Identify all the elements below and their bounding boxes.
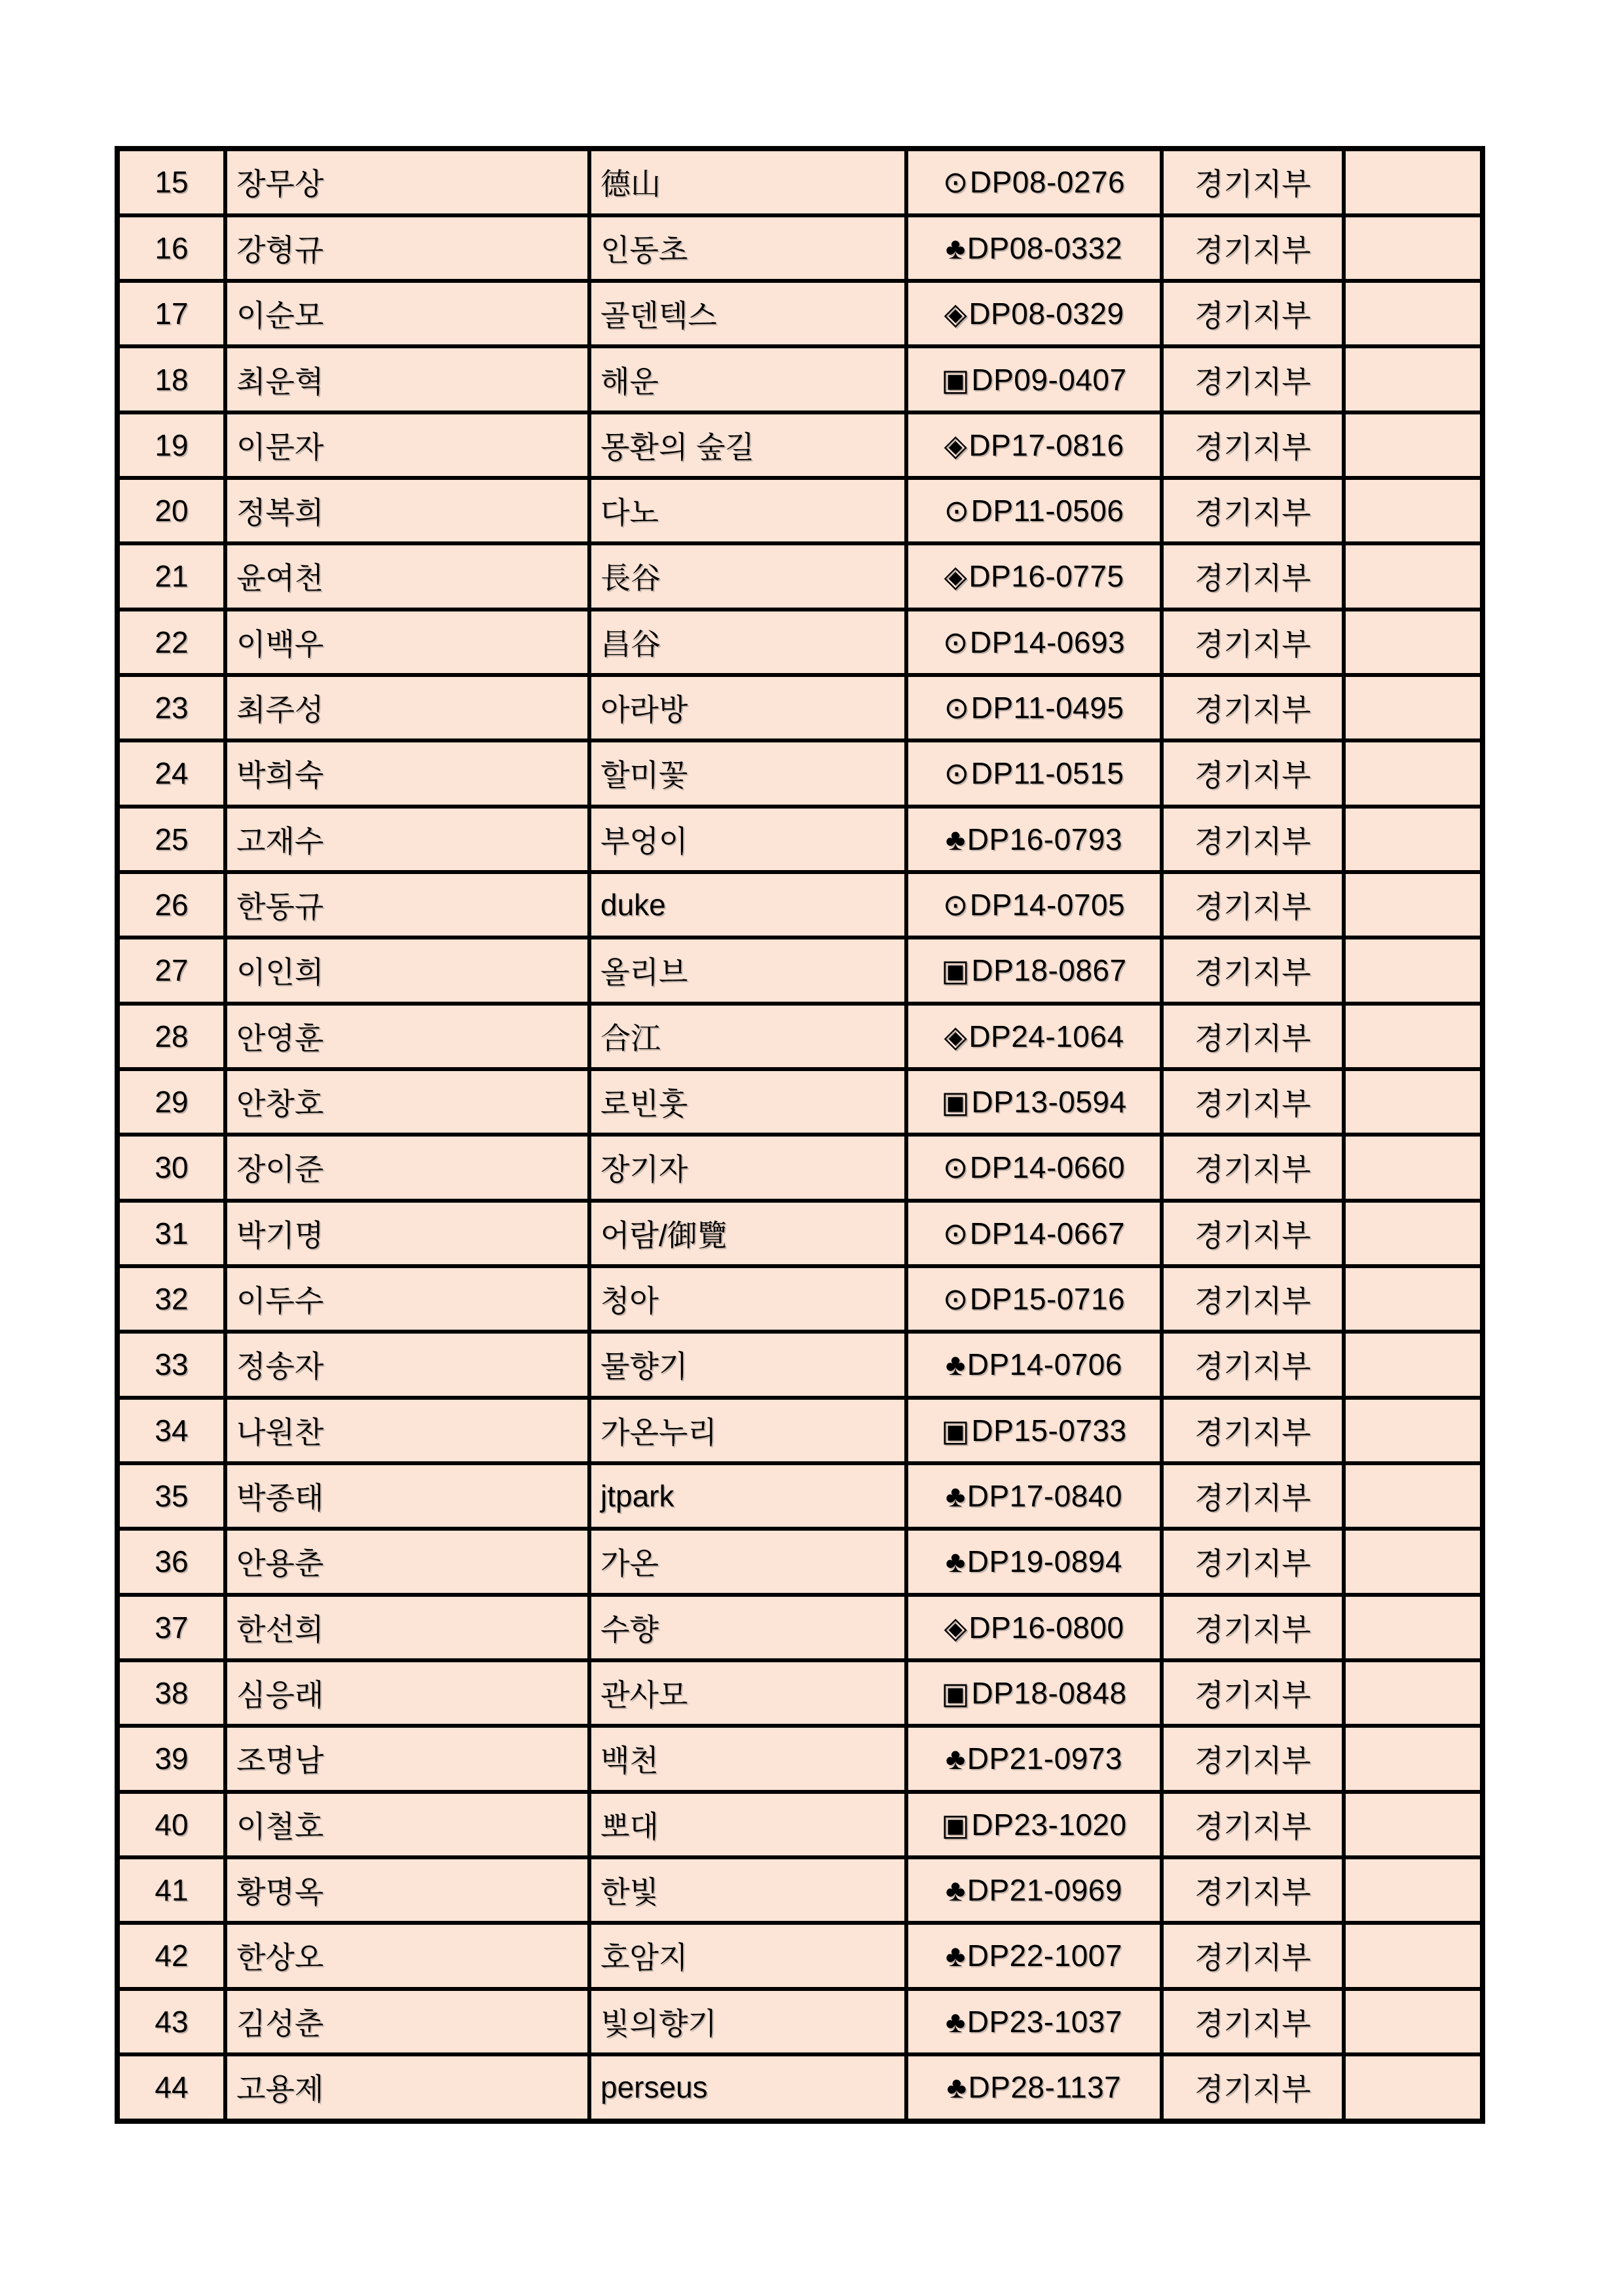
branch-cell: 경기지부 bbox=[1162, 1923, 1344, 1988]
member-name-cell: 심응래 bbox=[225, 1660, 589, 1726]
row-number-cell: 21 bbox=[117, 543, 225, 609]
registration-code: DP08-0276 bbox=[969, 165, 1126, 200]
registration-code: DP21-0973 bbox=[967, 1741, 1122, 1776]
member-name-cell: 고재수 bbox=[225, 807, 589, 872]
grade-symbol-icon: ◈ bbox=[944, 559, 968, 594]
table-row bbox=[117, 346, 1483, 412]
table-row bbox=[117, 807, 1483, 872]
row-number-cell: 17 bbox=[117, 281, 225, 346]
registration-code-cell bbox=[906, 1923, 1162, 1988]
registration-code-cell bbox=[906, 543, 1162, 609]
nickname-cell: 인동초 bbox=[589, 215, 906, 281]
row-number-cell: 18 bbox=[117, 346, 225, 412]
row-number-cell: 36 bbox=[117, 1529, 225, 1594]
row-number-cell: 24 bbox=[117, 740, 225, 806]
empty-cell bbox=[1344, 740, 1483, 806]
registration-code: DP18-0848 bbox=[971, 1676, 1127, 1711]
grade-symbol-icon: ▣ bbox=[941, 1085, 970, 1120]
member-roster-table bbox=[115, 146, 1485, 2124]
member-name-cell: 안용춘 bbox=[225, 1529, 589, 1594]
table-row bbox=[117, 1135, 1483, 1200]
member-name-cell: 한동규 bbox=[225, 872, 589, 938]
grade-symbol-icon: ▣ bbox=[941, 362, 970, 397]
registration-code-cell bbox=[906, 1135, 1162, 1200]
member-name-cell: 안영훈 bbox=[225, 1004, 589, 1069]
branch-cell: 경기지부 bbox=[1162, 1398, 1344, 1463]
grade-symbol-icon: ⊙ bbox=[942, 1282, 969, 1317]
grade-symbol-icon: ♣ bbox=[946, 1741, 966, 1776]
empty-cell bbox=[1344, 1529, 1483, 1594]
row-number-cell: 32 bbox=[117, 1266, 225, 1332]
nickname-cell: 백천 bbox=[589, 1726, 906, 1791]
branch-cell: 경기지부 bbox=[1162, 1726, 1344, 1791]
registration-code-cell bbox=[906, 478, 1162, 543]
registration-code: DP15-0733 bbox=[971, 1413, 1127, 1448]
table-row bbox=[117, 872, 1483, 938]
member-name-cell: 이순모 bbox=[225, 281, 589, 346]
branch-cell: 경기지부 bbox=[1162, 1266, 1344, 1332]
registration-code-cell bbox=[906, 1004, 1162, 1069]
member-name-cell: 조명남 bbox=[225, 1726, 589, 1791]
row-number-cell: 35 bbox=[117, 1463, 225, 1529]
nickname-cell: 청아 bbox=[589, 1266, 906, 1332]
nickname-cell: 골덴텍스 bbox=[589, 281, 906, 346]
grade-symbol-icon: ⊙ bbox=[944, 691, 970, 725]
row-number-cell: 26 bbox=[117, 872, 225, 938]
registration-code-cell bbox=[906, 2054, 1162, 2121]
table-row bbox=[117, 1726, 1483, 1791]
branch-cell: 경기지부 bbox=[1162, 1004, 1344, 1069]
table-row bbox=[117, 1857, 1483, 1923]
nickname-cell: duke bbox=[589, 872, 906, 938]
row-number-cell: 40 bbox=[117, 1792, 225, 1857]
member-name-cell: 장무상 bbox=[225, 149, 589, 215]
member-name-cell: 나원찬 bbox=[225, 1398, 589, 1463]
empty-cell bbox=[1344, 1332, 1483, 1397]
member-name-cell: 이문자 bbox=[225, 412, 589, 478]
registration-code: DP13-0594 bbox=[971, 1085, 1127, 1120]
table-row bbox=[117, 938, 1483, 1003]
row-number-cell: 30 bbox=[117, 1135, 225, 1200]
branch-cell: 경기지부 bbox=[1162, 1857, 1344, 1923]
registration-code-cell bbox=[906, 346, 1162, 412]
registration-code: DP17-0816 bbox=[969, 428, 1124, 462]
registration-code-cell bbox=[906, 1726, 1162, 1791]
branch-cell: 경기지부 bbox=[1162, 2054, 1344, 2121]
grade-symbol-icon: ♣ bbox=[946, 1873, 966, 1908]
table-row bbox=[117, 1266, 1483, 1332]
table-body bbox=[117, 149, 1483, 2121]
grade-symbol-icon: ⊙ bbox=[942, 625, 969, 659]
row-number-cell: 39 bbox=[117, 1726, 225, 1791]
table-row bbox=[117, 2054, 1483, 2121]
registration-code: DP11-0495 bbox=[970, 691, 1124, 725]
member-name-cell: 김성춘 bbox=[225, 1989, 589, 2054]
row-number-cell: 43 bbox=[117, 1989, 225, 2054]
empty-cell bbox=[1344, 872, 1483, 938]
empty-cell bbox=[1344, 346, 1483, 412]
row-number-cell: 16 bbox=[117, 215, 225, 281]
empty-cell bbox=[1344, 938, 1483, 1003]
grade-symbol-icon: ⊙ bbox=[944, 756, 970, 791]
row-number-cell: 25 bbox=[117, 807, 225, 872]
member-name-cell: 장이준 bbox=[225, 1135, 589, 1200]
registration-code: DP17-0840 bbox=[967, 1479, 1122, 1514]
member-name-cell: 박기명 bbox=[225, 1201, 589, 1266]
registration-code: DP18-0867 bbox=[971, 953, 1127, 988]
registration-code-cell bbox=[906, 938, 1162, 1003]
row-number-cell: 31 bbox=[117, 1201, 225, 1266]
grade-symbol-icon: ⊙ bbox=[944, 494, 970, 528]
nickname-cell: 로빈훗 bbox=[589, 1069, 906, 1135]
registration-code: DP24-1064 bbox=[969, 1019, 1124, 1053]
table-row bbox=[117, 412, 1483, 478]
branch-cell: 경기지부 bbox=[1162, 346, 1344, 412]
nickname-cell: 올리브 bbox=[589, 938, 906, 1003]
empty-cell bbox=[1344, 1595, 1483, 1660]
nickname-cell: 昌谷 bbox=[589, 610, 906, 675]
table-row bbox=[117, 1004, 1483, 1069]
branch-cell: 경기지부 bbox=[1162, 1792, 1344, 1857]
branch-cell: 경기지부 bbox=[1162, 807, 1344, 872]
nickname-cell: 長谷 bbox=[589, 543, 906, 609]
grade-symbol-icon: ♣ bbox=[946, 230, 966, 265]
registration-code-cell bbox=[906, 412, 1162, 478]
empty-cell bbox=[1344, 610, 1483, 675]
row-number-cell: 38 bbox=[117, 1660, 225, 1726]
table-row bbox=[117, 281, 1483, 346]
registration-code-cell bbox=[906, 740, 1162, 806]
grade-symbol-icon: ♣ bbox=[946, 822, 966, 856]
registration-code-cell bbox=[906, 1069, 1162, 1135]
table-row bbox=[117, 1529, 1483, 1594]
table-row bbox=[117, 1595, 1483, 1660]
registration-code-cell bbox=[906, 1529, 1162, 1594]
row-number-cell: 41 bbox=[117, 1857, 225, 1923]
grade-symbol-icon: ♣ bbox=[946, 1544, 966, 1579]
member-name-cell: 황명옥 bbox=[225, 1857, 589, 1923]
nickname-cell: 뽀대 bbox=[589, 1792, 906, 1857]
row-number-cell: 42 bbox=[117, 1923, 225, 1988]
registration-code-cell bbox=[906, 807, 1162, 872]
registration-code: DP23-1020 bbox=[971, 1807, 1127, 1842]
empty-cell bbox=[1344, 1726, 1483, 1791]
table-row bbox=[117, 1332, 1483, 1397]
nickname-cell: 아라방 bbox=[589, 675, 906, 740]
branch-cell: 경기지부 bbox=[1162, 938, 1344, 1003]
registration-code-cell bbox=[906, 1660, 1162, 1726]
empty-cell bbox=[1344, 1398, 1483, 1463]
grade-symbol-icon: ⊙ bbox=[942, 1150, 969, 1185]
table-row bbox=[117, 1463, 1483, 1529]
registration-code: DP14-0667 bbox=[969, 1216, 1126, 1250]
registration-code-cell bbox=[906, 215, 1162, 281]
branch-cell: 경기지부 bbox=[1162, 1660, 1344, 1726]
branch-cell: 경기지부 bbox=[1162, 740, 1344, 806]
table-row bbox=[117, 675, 1483, 740]
nickname-cell: 가온 bbox=[589, 1529, 906, 1594]
grade-symbol-icon: ⊙ bbox=[942, 888, 969, 922]
registration-code: DP08-0329 bbox=[969, 297, 1124, 331]
registration-code-cell bbox=[906, 675, 1162, 740]
grade-symbol-icon: ♣ bbox=[946, 2004, 966, 2039]
row-number-cell: 29 bbox=[117, 1069, 225, 1135]
registration-code: DP16-0800 bbox=[969, 1610, 1124, 1645]
table-row bbox=[117, 1398, 1483, 1463]
registration-code: DP28-1137 bbox=[968, 2070, 1122, 2105]
nickname-cell: 한빛 bbox=[589, 1857, 906, 1923]
member-name-cell: 정송자 bbox=[225, 1332, 589, 1397]
member-name-cell: 이백우 bbox=[225, 610, 589, 675]
registration-code-cell bbox=[906, 1792, 1162, 1857]
member-name-cell: 이인희 bbox=[225, 938, 589, 1003]
registration-code: DP19-0894 bbox=[967, 1544, 1122, 1579]
registration-code: DP08-0332 bbox=[967, 230, 1122, 265]
grade-symbol-icon: ◈ bbox=[944, 297, 968, 331]
member-name-cell: 이두수 bbox=[225, 1266, 589, 1332]
table-row bbox=[117, 543, 1483, 609]
registration-code: DP22-1007 bbox=[967, 1939, 1122, 1973]
nickname-cell: 장기자 bbox=[589, 1135, 906, 1200]
grade-symbol-icon: ▣ bbox=[941, 1676, 970, 1711]
grade-symbol-icon: ⊙ bbox=[942, 1216, 969, 1250]
member-name-cell: 이철호 bbox=[225, 1792, 589, 1857]
registration-code: DP14-0660 bbox=[969, 1150, 1126, 1185]
nickname-cell: jtpark bbox=[589, 1463, 906, 1529]
row-number-cell: 27 bbox=[117, 938, 225, 1003]
grade-symbol-icon: ◈ bbox=[944, 428, 968, 462]
registration-code: DP23-1037 bbox=[967, 2004, 1122, 2039]
grade-symbol-icon: ▣ bbox=[941, 1807, 970, 1842]
member-name-cell: 안창호 bbox=[225, 1069, 589, 1135]
branch-cell: 경기지부 bbox=[1162, 1595, 1344, 1660]
empty-cell bbox=[1344, 1201, 1483, 1266]
branch-cell: 경기지부 bbox=[1162, 149, 1344, 215]
nickname-cell: 부엉이 bbox=[589, 807, 906, 872]
row-number-cell: 28 bbox=[117, 1004, 225, 1069]
table-row bbox=[117, 1989, 1483, 2054]
member-name-cell: 정복희 bbox=[225, 478, 589, 543]
empty-cell bbox=[1344, 1069, 1483, 1135]
nickname-cell: 물향기 bbox=[589, 1332, 906, 1397]
row-number-cell: 22 bbox=[117, 610, 225, 675]
branch-cell: 경기지부 bbox=[1162, 543, 1344, 609]
row-number-cell: 23 bbox=[117, 675, 225, 740]
grade-symbol-icon: ◈ bbox=[944, 1019, 968, 1053]
member-name-cell: 강형규 bbox=[225, 215, 589, 281]
grade-symbol-icon: ♣ bbox=[946, 2070, 967, 2105]
grade-symbol-icon: ◈ bbox=[944, 1610, 968, 1645]
grade-symbol-icon: ♣ bbox=[946, 1347, 966, 1382]
nickname-cell: 다노 bbox=[589, 478, 906, 543]
empty-cell bbox=[1344, 807, 1483, 872]
nickname-cell: 해운 bbox=[589, 346, 906, 412]
row-number-cell: 33 bbox=[117, 1332, 225, 1397]
nickname-cell: 合江 bbox=[589, 1004, 906, 1069]
grade-symbol-icon: ♣ bbox=[946, 1939, 966, 1973]
grade-symbol-icon: ♣ bbox=[946, 1479, 966, 1514]
nickname-cell: 德山 bbox=[589, 149, 906, 215]
member-name-cell: 박희숙 bbox=[225, 740, 589, 806]
branch-cell: 경기지부 bbox=[1162, 281, 1344, 346]
branch-cell: 경기지부 bbox=[1162, 215, 1344, 281]
registration-code: DP21-0969 bbox=[967, 1873, 1122, 1908]
registration-code-cell bbox=[906, 149, 1162, 215]
empty-cell bbox=[1344, 1857, 1483, 1923]
table-row bbox=[117, 740, 1483, 806]
nickname-cell: perseus bbox=[589, 2054, 906, 2121]
branch-cell: 경기지부 bbox=[1162, 1069, 1344, 1135]
registration-code-cell bbox=[906, 610, 1162, 675]
row-number-cell: 15 bbox=[117, 149, 225, 215]
registration-code: DP09-0407 bbox=[971, 362, 1127, 397]
registration-code-cell bbox=[906, 1857, 1162, 1923]
member-name-cell: 윤여천 bbox=[225, 543, 589, 609]
table-row bbox=[117, 1069, 1483, 1135]
row-number-cell: 34 bbox=[117, 1398, 225, 1463]
member-name-cell: 한선희 bbox=[225, 1595, 589, 1660]
registration-code-cell bbox=[906, 1266, 1162, 1332]
branch-cell: 경기지부 bbox=[1162, 872, 1344, 938]
empty-cell bbox=[1344, 149, 1483, 215]
nickname-cell: 어람/御覽 bbox=[589, 1201, 906, 1266]
branch-cell: 경기지부 bbox=[1162, 1332, 1344, 1397]
empty-cell bbox=[1344, 1792, 1483, 1857]
grade-symbol-icon: ▣ bbox=[941, 953, 970, 988]
branch-cell: 경기지부 bbox=[1162, 610, 1344, 675]
registration-code: DP14-0706 bbox=[967, 1347, 1122, 1382]
registration-code: DP14-0693 bbox=[969, 625, 1126, 659]
nickname-cell: 가온누리 bbox=[589, 1398, 906, 1463]
member-name-cell: 최운혁 bbox=[225, 346, 589, 412]
branch-cell: 경기지부 bbox=[1162, 478, 1344, 543]
registration-code-cell bbox=[906, 1989, 1162, 2054]
registration-code: DP14-0705 bbox=[969, 888, 1126, 922]
row-number-cell: 19 bbox=[117, 412, 225, 478]
table-row bbox=[117, 149, 1483, 215]
nickname-cell: 몽환의 숲길 bbox=[589, 412, 906, 478]
registration-code-cell bbox=[906, 1332, 1162, 1397]
empty-cell bbox=[1344, 412, 1483, 478]
empty-cell bbox=[1344, 478, 1483, 543]
table-row bbox=[117, 1792, 1483, 1857]
registration-code-cell bbox=[906, 1463, 1162, 1529]
registration-code: DP11-0515 bbox=[970, 756, 1124, 791]
branch-cell: 경기지부 bbox=[1162, 412, 1344, 478]
branch-cell: 경기지부 bbox=[1162, 1989, 1344, 2054]
row-number-cell: 37 bbox=[117, 1595, 225, 1660]
empty-cell bbox=[1344, 1989, 1483, 2054]
registration-code-cell bbox=[906, 1398, 1162, 1463]
table-row bbox=[117, 215, 1483, 281]
empty-cell bbox=[1344, 215, 1483, 281]
nickname-cell: 관사모 bbox=[589, 1660, 906, 1726]
registration-code: DP16-0775 bbox=[969, 559, 1124, 594]
branch-cell: 경기지부 bbox=[1162, 1463, 1344, 1529]
empty-cell bbox=[1344, 2054, 1483, 2121]
branch-cell: 경기지부 bbox=[1162, 1201, 1344, 1266]
empty-cell bbox=[1344, 281, 1483, 346]
row-number-cell: 44 bbox=[117, 2054, 225, 2121]
registration-code: DP11-0506 bbox=[970, 494, 1124, 528]
member-name-cell: 박종태 bbox=[225, 1463, 589, 1529]
branch-cell: 경기지부 bbox=[1162, 675, 1344, 740]
empty-cell bbox=[1344, 675, 1483, 740]
empty-cell bbox=[1344, 1463, 1483, 1529]
table-row bbox=[117, 1660, 1483, 1726]
empty-cell bbox=[1344, 1923, 1483, 1988]
registration-code-cell bbox=[906, 281, 1162, 346]
empty-cell bbox=[1344, 1135, 1483, 1200]
empty-cell bbox=[1344, 543, 1483, 609]
grade-symbol-icon: ⊙ bbox=[942, 165, 969, 200]
member-name-cell: 고용제 bbox=[225, 2054, 589, 2121]
grade-symbol-icon: ▣ bbox=[941, 1413, 970, 1448]
branch-cell: 경기지부 bbox=[1162, 1529, 1344, 1594]
registration-code-cell bbox=[906, 872, 1162, 938]
registration-code: DP16-0793 bbox=[967, 822, 1122, 856]
registration-code-cell bbox=[906, 1201, 1162, 1266]
empty-cell bbox=[1344, 1660, 1483, 1726]
table-row bbox=[117, 478, 1483, 543]
nickname-cell: 빛의향기 bbox=[589, 1989, 906, 2054]
registration-code: DP15-0716 bbox=[969, 1282, 1126, 1317]
empty-cell bbox=[1344, 1004, 1483, 1069]
table-row bbox=[117, 1201, 1483, 1266]
registration-code-cell bbox=[906, 1595, 1162, 1660]
nickname-cell: 호암지 bbox=[589, 1923, 906, 1988]
nickname-cell: 수향 bbox=[589, 1595, 906, 1660]
empty-cell bbox=[1344, 1266, 1483, 1332]
nickname-cell: 할미꽃 bbox=[589, 740, 906, 806]
table-row bbox=[117, 610, 1483, 675]
member-name-cell: 최주성 bbox=[225, 675, 589, 740]
member-name-cell: 한상오 bbox=[225, 1923, 589, 1988]
row-number-cell: 20 bbox=[117, 478, 225, 543]
table-row bbox=[117, 1923, 1483, 1988]
branch-cell: 경기지부 bbox=[1162, 1135, 1344, 1200]
